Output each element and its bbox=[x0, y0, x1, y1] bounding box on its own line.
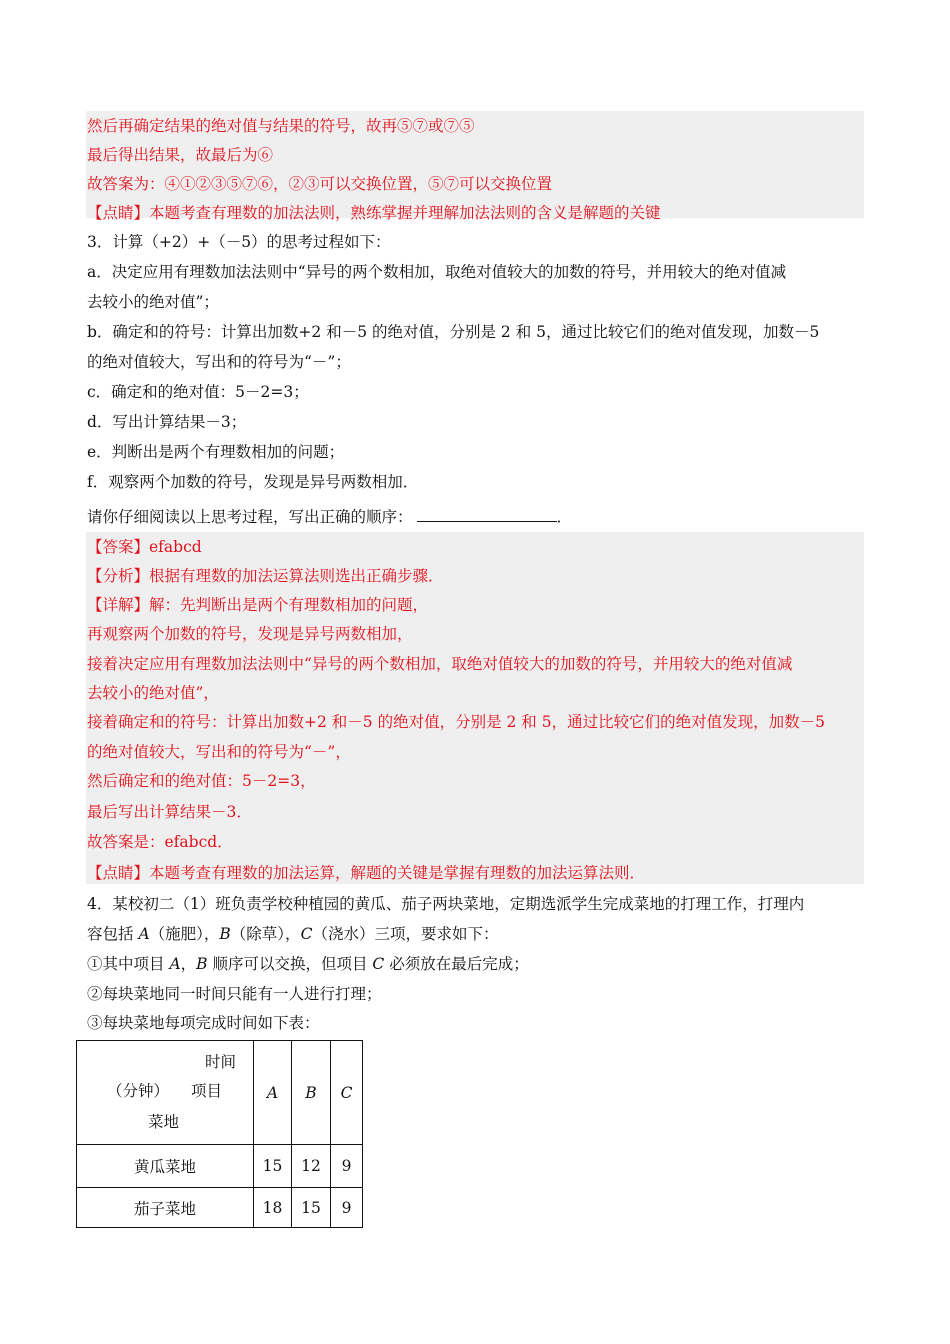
table-cell: 18 bbox=[254, 1188, 292, 1228]
header-time: 时间 bbox=[205, 1053, 237, 1071]
header-plot: 菜地 bbox=[148, 1113, 180, 1131]
q4-rule2: ②每块菜地同一时间只能有一人进行打理； bbox=[87, 985, 382, 1003]
q4-text: 顺序可以交换，但项目 bbox=[207, 955, 373, 973]
q3-prompt-end: ． bbox=[556, 508, 573, 526]
item-a-label: A bbox=[169, 955, 181, 973]
table-cell: 9 bbox=[331, 1145, 363, 1188]
q3-prompt-text: 请你仔细阅读以上思考过程，写出正确的顺序： bbox=[87, 508, 413, 526]
q3-answer-line: 接着决定应用有理数加法法则中“异号的两个数相加，取绝对值较大的加数的符号，并用较大的绝对值减 bbox=[87, 655, 793, 673]
q3-answer-line: 【分析】根据有理数的加法运算法则选出正确步骤． bbox=[87, 567, 444, 585]
item-b-label: B bbox=[196, 955, 208, 973]
table-cell: 9 bbox=[331, 1188, 363, 1228]
q3-item: a．决定应用有理数加法法则中“异号的两个数相加，取绝对值较大的加数的符号，并用较大的绝对值减 bbox=[87, 263, 787, 281]
q3-answer-line: 故答案是：efabcd． bbox=[87, 833, 233, 851]
q3-item: e．判断出是两个有理数相加的问题； bbox=[87, 443, 345, 461]
q4-text: （施肥）， bbox=[149, 925, 220, 943]
q3-answer-line: 【点睛】本题考查有理数的加法运算，解题的关键是掌握有理数的加法运算法则． bbox=[87, 864, 646, 882]
item-c-label: C bbox=[372, 955, 385, 973]
table-corner-header bbox=[77, 1041, 254, 1145]
row-name: 茄子菜地 bbox=[77, 1188, 254, 1228]
q3-answer-line: 去较小的绝对值”， bbox=[87, 684, 219, 702]
q3-item: 去较小的绝对值”； bbox=[87, 293, 219, 311]
column-header-b: B bbox=[292, 1041, 331, 1145]
q3-item: 的绝对值较大，写出和的符号为“－”； bbox=[87, 353, 351, 371]
q3-answer-line: 【答案】efabcd bbox=[87, 538, 202, 556]
item-b-label: B bbox=[219, 925, 231, 943]
prev-answer-line: 最后得出结果，故最后为⑥ bbox=[87, 146, 274, 164]
q4-line1: 4．某校初二（1）班负责学校种植园的黄瓜、茄子两块菜地，定期选派学生完成菜地的打理工作，打理内 bbox=[87, 895, 805, 913]
table-row bbox=[77, 1145, 363, 1188]
q4-text: （浇水）三项，要求如下： bbox=[312, 925, 499, 943]
item-c-label: C bbox=[300, 925, 313, 943]
q3-item: b．确定和的符号：计算出加数+2 和－5 的绝对值，分别是 2 和 5，通过比较它们的绝对值发现，加数－5 bbox=[87, 323, 820, 341]
q4-text: ①其中项目 bbox=[87, 955, 170, 973]
column-header-a: A bbox=[254, 1041, 292, 1145]
q3-item: c．确定和的绝对值：5－2=3； bbox=[87, 383, 309, 401]
item-a-label: A bbox=[138, 925, 150, 943]
q3-item: d．写出计算结果－3； bbox=[87, 413, 247, 431]
q3-item: f．观察两个加数的符号，发现是异号两数相加． bbox=[87, 473, 419, 491]
table-cell: 15 bbox=[254, 1145, 292, 1188]
column-header-c: C bbox=[331, 1041, 363, 1145]
prev-answer-line: 故答案为：④①②③⑤⑦⑥，②③可以交换位置，⑤⑦可以交换位置 bbox=[87, 175, 553, 193]
q3-answer-line: 最后写出计算结果－3． bbox=[87, 803, 252, 821]
prev-answer-line: 【点睛】本题考查有理数的加法法则，熟练掌握并理解加法法则的含义是解题的关键 bbox=[87, 204, 661, 222]
table-row bbox=[77, 1188, 363, 1228]
table-cell: 15 bbox=[292, 1188, 331, 1228]
q3-answer-line: 再观察两个加数的符号，发现是异号两数相加， bbox=[87, 625, 413, 643]
q4-line2 bbox=[87, 922, 498, 946]
q3-answer-line: 接着确定和的符号：计算出加数+2 和－5 的绝对值，分别是 2 和 5，通过比较它们的绝对值发现，加数－5 bbox=[87, 713, 825, 731]
q3-title: 3．计算（+2）+（－5）的思考过程如下： bbox=[87, 233, 391, 251]
q3-prompt bbox=[87, 505, 572, 529]
prev-answer-line: 然后再确定结果的绝对值与结果的符号，故再⑤⑦或⑦⑤ bbox=[87, 117, 475, 135]
table-header-row bbox=[77, 1041, 363, 1145]
time-table bbox=[76, 1040, 363, 1228]
q4-rule3: ③每块菜地每项完成时间如下表： bbox=[87, 1014, 320, 1032]
header-unit: （分钟） bbox=[107, 1082, 170, 1100]
q3-answer-line: 然后确定和的绝对值：5－2=3， bbox=[87, 772, 316, 790]
q4-text: （除草）， bbox=[230, 925, 301, 943]
row-name: 黄瓜菜地 bbox=[77, 1145, 254, 1188]
q4-text: 必须放在最后完成； bbox=[384, 955, 529, 973]
q4-rule1 bbox=[87, 952, 529, 976]
answer-blank bbox=[417, 507, 557, 522]
q3-answer-line: 【详解】解：先判断出是两个有理数相加的问题， bbox=[87, 596, 429, 614]
table-cell: 12 bbox=[292, 1145, 331, 1188]
q3-answer-line: 的绝对值较大，写出和的符号为“－”， bbox=[87, 743, 351, 761]
header-item: 项目 bbox=[191, 1082, 223, 1100]
q4-text: 容包括 bbox=[87, 925, 139, 943]
q4-text: ， bbox=[180, 955, 197, 973]
